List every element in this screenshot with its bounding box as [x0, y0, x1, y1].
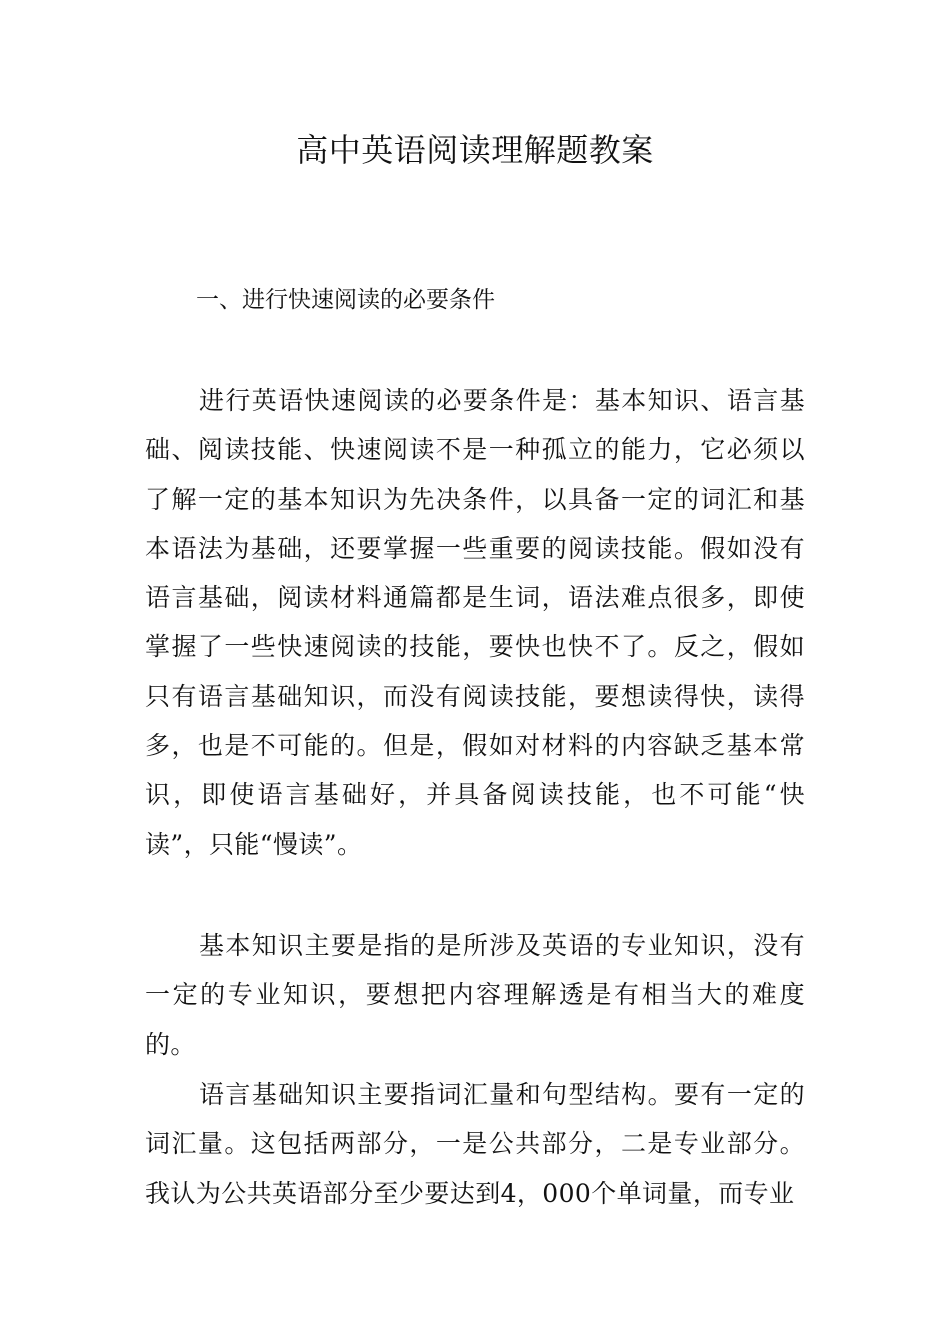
document-title: 高中英语阅读理解题教案 — [296, 131, 654, 169]
paragraph-3: 语言基础知识主要指词汇量和句型结构。要有一定的词汇量。这包括两部分，一是公共部分，二是专业部分。我认为公共英语部分至少要达到4，000个单词量，而专业 — [145, 1080, 805, 1208]
section-heading: 一、进行快速阅读的必要条件 — [196, 287, 495, 313]
paragraph-2: 基本知识主要是指的是所涉及英语的专业知识，没有一定的专业知识，要想把内容理解透是有相当大的难度的。 — [145, 931, 805, 1059]
paragraph-1: 进行英语快速阅读的必要条件是：基本知识、语言基础、阅读技能、快速阅读不是一种孤立的能力，它必须以了解一定的基本知识为先决条件，以具备一定的词汇和基本语法为基础，还要掌握一些重要的阅读技能。假如没有语言基础，阅读材料通篇都是生词，语法难点很多，即使掌握了一些快速阅读的技能，要快也快不了。反之，假如只有语言基础知识，而没有阅读技能，要想读得快，读得多，也是不可能的。但是，假如对材料的内容缺乏基本常识，即使语言基础好，并具备阅读技能，也不可能“快读”，只能“慢读”。 — [145, 386, 805, 859]
